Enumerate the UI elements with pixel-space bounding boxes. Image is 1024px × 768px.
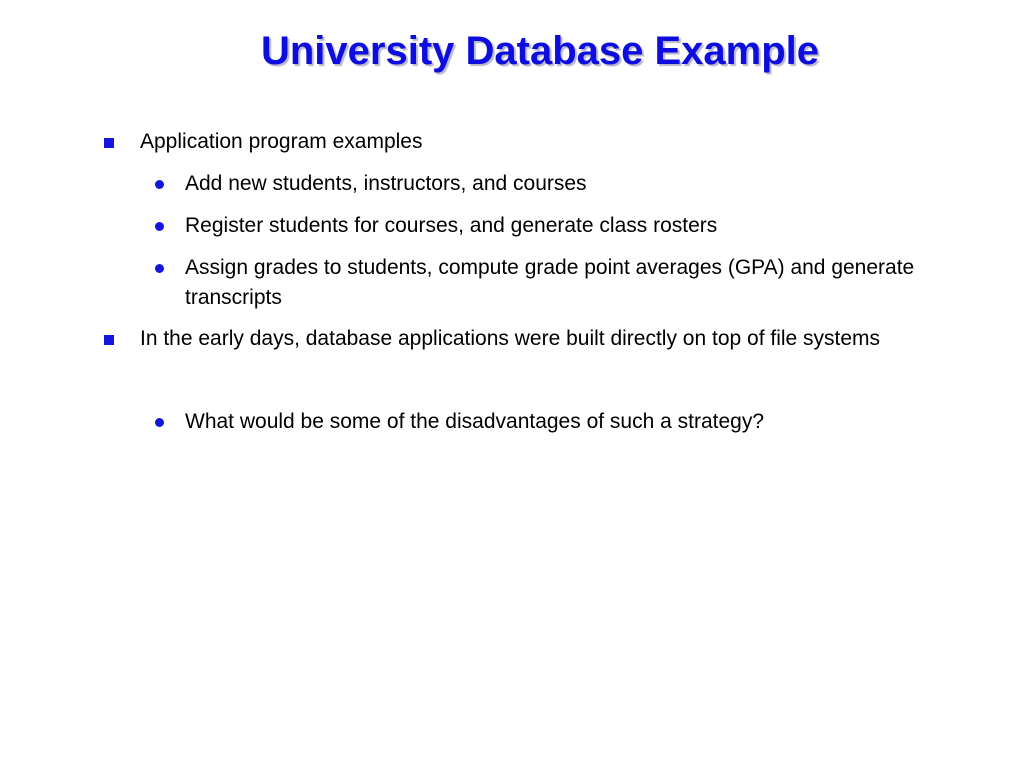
- sub-bullet-text: Assign grades to students, compute grade point averages (GPA) and generate transcripts: [185, 256, 915, 309]
- bullet-item: [100, 324, 920, 437]
- sub-bullet-item: [100, 169, 930, 199]
- sub-bullet-list: [140, 407, 920, 437]
- bullet-list: [100, 127, 930, 437]
- sub-bullet-item: [100, 211, 930, 241]
- sub-bullet-item: [100, 407, 920, 437]
- square-bullet-icon: [104, 335, 114, 345]
- round-bullet-icon: [155, 222, 164, 231]
- bullet-item: [100, 127, 930, 313]
- slide-title: University Database Example: [260, 29, 820, 73]
- sub-bullet-list: [140, 169, 930, 313]
- sub-bullet-text: Register students for courses, and generate class rosters: [185, 214, 718, 237]
- square-bullet-icon: [104, 138, 114, 148]
- sub-bullet-text: What would be some of the disadvantages of such a strategy?: [185, 410, 765, 433]
- sub-bullet-text: Add new students, instructors, and courses: [185, 172, 587, 195]
- bullet-text: In the early days, database applications were built directly on top of file systems: [140, 327, 881, 350]
- bullet-text: Application program examples: [140, 130, 423, 153]
- round-bullet-icon: [155, 418, 164, 427]
- round-bullet-icon: [155, 264, 164, 273]
- sub-bullet-item: [100, 253, 925, 313]
- round-bullet-icon: [155, 180, 164, 189]
